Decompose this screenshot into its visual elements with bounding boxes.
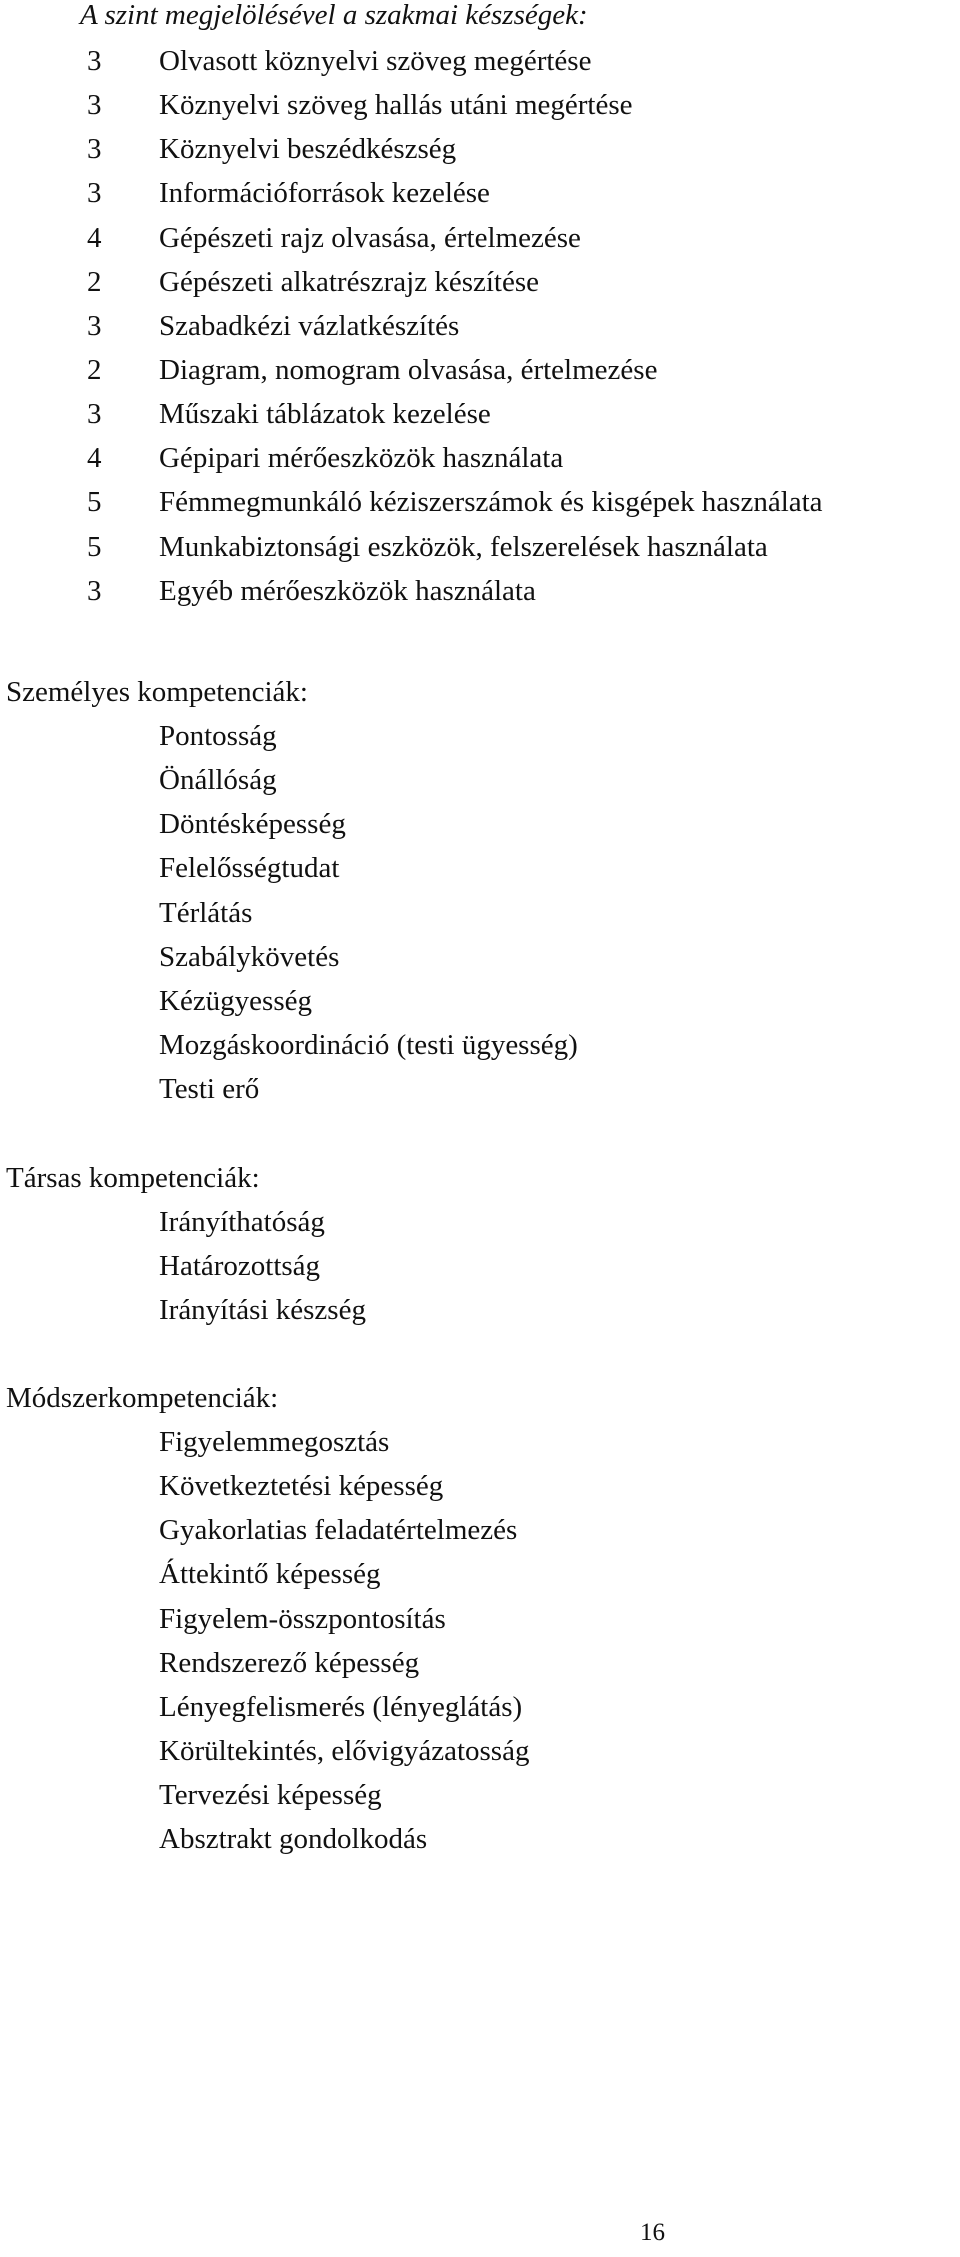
list-item: Rendszerező képesség xyxy=(159,1646,420,1679)
list-item: Kézügyesség xyxy=(159,984,313,1017)
skill-name: Munkabiztonsági eszközök, felszerelések használata xyxy=(159,530,768,563)
list-item: Gyakorlatias feladatértelmezés xyxy=(159,1514,518,1547)
list-item: Térlátás xyxy=(159,896,253,929)
skill-name: Gépészeti rajz olvasása, értelmezése xyxy=(159,221,581,254)
skill-name: Gépipari mérőeszközök használata xyxy=(159,442,564,475)
list-item: Határozottság xyxy=(159,1250,321,1283)
list-item: Következtetési képesség xyxy=(159,1470,444,1503)
skill-row xyxy=(0,306,960,350)
list-item: Figyelemmegosztás xyxy=(159,1426,390,1458)
method-competencies-heading: Módszerkompetenciák: xyxy=(6,1382,279,1414)
skill-level: 3 xyxy=(87,133,102,166)
skill-row xyxy=(0,262,960,306)
skill-row xyxy=(0,482,960,526)
list-item: Önállóság xyxy=(159,764,277,797)
list-item: Absztrakt gondolkodás xyxy=(159,1823,428,1856)
page-number: 16 xyxy=(640,2219,665,2246)
skill-row xyxy=(0,438,960,482)
skill-level: 3 xyxy=(87,177,102,210)
list-item: Áttekintő képesség xyxy=(159,1558,381,1591)
skill-level: 2 xyxy=(87,353,102,386)
skill-level: 5 xyxy=(87,486,102,519)
skill-level: 4 xyxy=(87,221,102,254)
skill-name: Diagram, nomogram olvasása, értelmezése xyxy=(159,353,658,386)
skill-row xyxy=(0,394,960,438)
list-item: Felelősségtudat xyxy=(159,852,340,885)
list-item: Döntésképesség xyxy=(159,808,346,841)
skill-name: Köznyelvi szöveg hallás utáni megértése xyxy=(159,89,633,122)
list-item: Mozgáskoordináció (testi ügyesség) xyxy=(159,1028,578,1061)
personal-competencies-heading: Személyes kompetenciák: xyxy=(6,676,308,708)
skill-level: 4 xyxy=(87,442,102,475)
personal-competencies-list xyxy=(159,716,578,1113)
list-item: Irányíthatóság xyxy=(159,1206,325,1238)
skill-row xyxy=(0,527,960,571)
skill-name: Gépészeti alkatrészrajz készítése xyxy=(159,265,540,298)
skill-row xyxy=(0,41,960,85)
list-item: Tervezési képesség xyxy=(159,1779,382,1812)
skills-list xyxy=(0,41,960,615)
social-competencies-heading: Társas kompetenciák: xyxy=(6,1162,260,1194)
skill-level: 2 xyxy=(87,265,102,298)
list-item: Pontosság xyxy=(159,720,277,752)
skill-name: Műszaki táblázatok kezelése xyxy=(159,398,491,431)
list-item: Irányítási készség xyxy=(159,1294,366,1327)
skill-level: 3 xyxy=(87,45,102,77)
list-item: Körültekintés, elővigyázatosság xyxy=(159,1734,530,1767)
skill-level: 3 xyxy=(87,574,102,607)
list-item: Testi erő xyxy=(159,1073,260,1106)
social-competencies-list xyxy=(159,1202,366,1334)
skill-level: 3 xyxy=(87,398,102,431)
skill-name: Információforrások kezelése xyxy=(159,177,490,210)
skill-name: Köznyelvi beszédkészség xyxy=(159,133,457,166)
skill-row xyxy=(0,350,960,394)
skill-row xyxy=(0,173,960,217)
skill-name: Egyéb mérőeszközök használata xyxy=(159,574,536,607)
skill-level: 5 xyxy=(87,530,102,563)
skill-level: 3 xyxy=(87,89,102,122)
skill-row xyxy=(0,571,960,615)
skill-name: Szabadkézi vázlatkészítés xyxy=(159,309,460,342)
list-item: Szabálykövetés xyxy=(159,940,340,973)
skill-level: 3 xyxy=(87,309,102,342)
skill-name: Fémmegmunkáló kéziszerszámok és kisgépek használata xyxy=(159,486,823,519)
skills-heading: A szint megjelölésével a szakmai készségek: xyxy=(80,0,588,31)
skill-row xyxy=(0,218,960,262)
method-competencies-list xyxy=(159,1422,529,1863)
list-item: Figyelem-összpontosítás xyxy=(159,1602,446,1635)
list-item: Lényegfelismerés (lényeglátás) xyxy=(159,1690,523,1723)
skill-name: Olvasott köznyelvi szöveg megértése xyxy=(159,45,592,77)
skill-row xyxy=(0,85,960,129)
skill-row xyxy=(0,129,960,173)
